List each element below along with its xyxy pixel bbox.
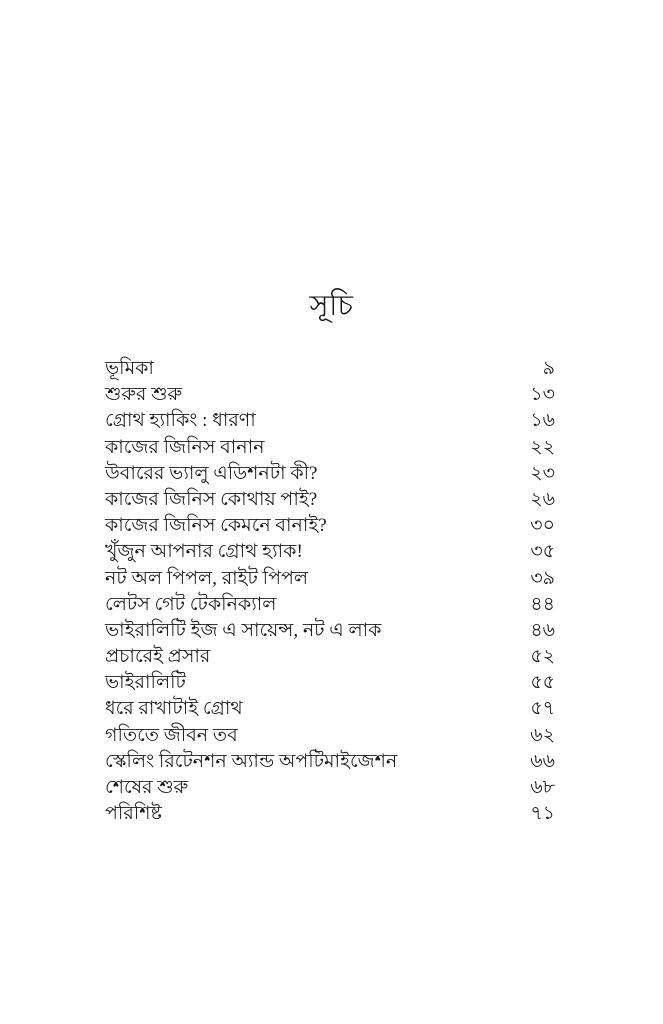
toc-entry-page: ৪৪ xyxy=(530,593,555,615)
toc-entry-title: ভাইরালিটি xyxy=(105,672,186,694)
toc-entry-title: ভূমিকা xyxy=(105,358,154,379)
toc-entry-title: শুরুর শুরু xyxy=(105,384,183,406)
toc-entry xyxy=(105,461,555,487)
toc-entry xyxy=(105,775,555,801)
toc-entry xyxy=(105,723,555,749)
toc-entry-title: ভাইরালিটি ইজ এ সায়েন্স, নট এ লাক xyxy=(105,619,382,641)
toc-entry-title: প্রচারেই প্রসার xyxy=(105,646,211,668)
toc-entry-page: ৩০ xyxy=(530,515,555,537)
toc-entry xyxy=(105,749,555,775)
toc-list xyxy=(105,356,555,827)
toc-entry-page: ২৩ xyxy=(530,462,555,484)
toc-entry-page: ৬৬ xyxy=(530,750,555,772)
toc-entry-page: ৪৬ xyxy=(530,619,555,641)
toc-entry xyxy=(105,487,555,513)
toc-entry-title: কাজের জিনিস কোথায় পাই? xyxy=(105,488,318,510)
toc-entry-title: গতিতে জীবন তব xyxy=(105,724,238,746)
toc-entry-title: ধরে রাখাটাই গ্রোথ xyxy=(105,698,243,720)
toc-entry-title: উবারের ভ্যালু এডিশনটা কী? xyxy=(105,462,318,484)
toc-entry-title: স্কেলিং রিটেনশন অ্যান্ড অপটিমাইজেশন xyxy=(105,750,398,772)
toc-entry xyxy=(105,408,555,434)
toc-entry xyxy=(105,801,555,827)
toc-entry xyxy=(105,435,555,461)
toc-entry-title: শেষের শুরু xyxy=(105,777,189,798)
toc-entry-page: ৫৫ xyxy=(530,672,555,694)
toc-entry-page: ১৩ xyxy=(530,384,555,406)
toc-entry-page: ৯ xyxy=(542,358,555,379)
toc-entry-page: ২৬ xyxy=(530,488,555,510)
toc-entry xyxy=(105,696,555,722)
toc-entry xyxy=(105,356,555,382)
toc-entry-title: পরিশিষ্ট xyxy=(105,803,162,825)
toc-entry-title: কাজের জিনিস কেমনে বানাই? xyxy=(105,515,327,537)
toc-entry-title: লেটস গেট টেকনিক্যাল xyxy=(105,593,277,615)
toc-entry-page: ৭১ xyxy=(530,803,555,825)
toc-entry xyxy=(105,566,555,592)
toc-entry-page: ৫৭ xyxy=(530,698,555,720)
toc-entry xyxy=(105,670,555,696)
toc-entry-page: ৩৫ xyxy=(530,541,555,563)
toc-entry-title: খুঁজুন আপনার গ্রোথ হ্যাক! xyxy=(105,541,303,563)
toc-entry-page: ৬২ xyxy=(530,724,555,746)
toc-entry xyxy=(105,513,555,539)
toc-entry-page: ৬৮ xyxy=(530,777,555,798)
toc-entry-title: গ্রোথ হ্যাকিং : ধারণা xyxy=(105,410,256,432)
toc-entry xyxy=(105,539,555,565)
toc-entry xyxy=(105,618,555,644)
toc-entry xyxy=(105,382,555,408)
toc-entry xyxy=(105,592,555,618)
toc-entry-page: ৩৯ xyxy=(530,567,555,589)
toc-entry-page: ২২ xyxy=(530,436,555,458)
toc-entry-title: নট অল পিপল, রাইট পিপল xyxy=(105,567,309,589)
page-title: সূচি xyxy=(309,290,354,322)
toc-entry xyxy=(105,644,555,670)
toc-entry-page: ১৬ xyxy=(530,410,555,432)
toc-entry-page: ৫২ xyxy=(530,646,555,668)
toc-entry-title: কাজের জিনিস বানান xyxy=(105,436,265,458)
